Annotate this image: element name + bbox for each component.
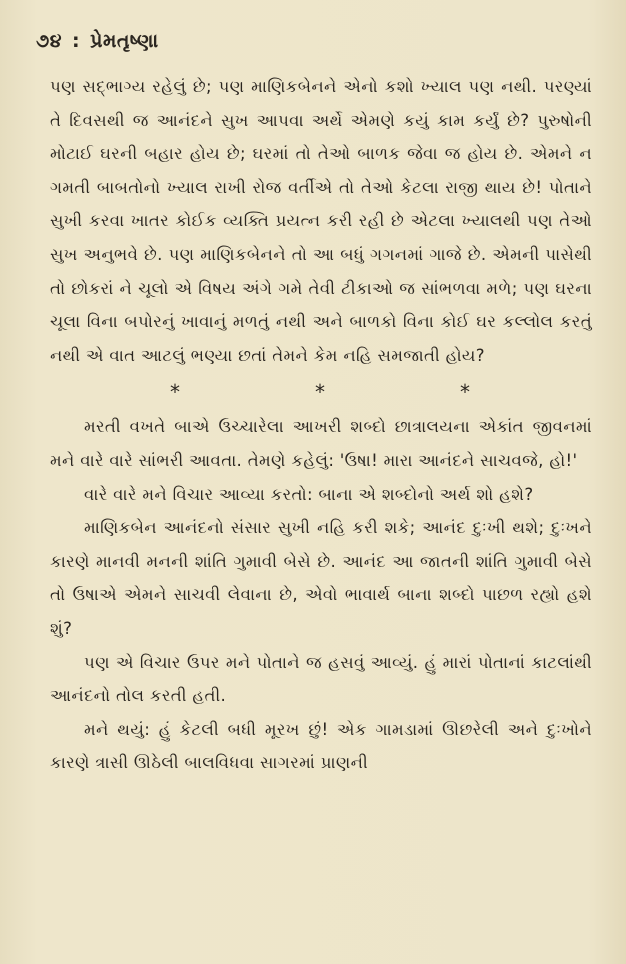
paragraph-1: પણ સદ્ભાગ્ય રહેલું છે; પણ માણિકબેનને એનો કશો ખ્યાલ પણ નથી. પરણ્યાં તે દિવસથી જ આનંદને સુખ આપવા અર્થે એમણે કયું કામ કર્યું છે? પુરુષોની મોટાઈ ઘરની બહાર હોય છે; ઘરમાં તો તેઓ બાળક જેવા જ હોય છે. એમને ન ગમતી બાબતોનો ખ્યાલ રાખી રોજ વર્તીએ તો તેઓ કેટલા રાજી થાય છે! પોતાને સુખી કરવા ખાતર કોઈક વ્યક્તિ પ્રયત્ન કરી રહી છે એટલા ખ્યાલથી પણ તેઓ સુખ અનુભવે છે. પણ માણિકબેનને તો આ બધું ગગનમાં ગાજે છે. એમની પાસેથી તો છોકરાં ને ચૂલો એ વિષય અંગે ગમે તેવી ટીકાઓ જ સાંભળવા મળે; પણ ઘરના ચૂલા વિના બપોરનું ખાવાનું મળતું નથી અને બાળકો વિના કોઈ ઘર કલ્લોલ કરતું નથી એ વાત આટલું ભણ્યા છતાં તેમને કેમ નહિ સમજાતી હોય? [50,77,592,365]
paragraph-3: વારે વારે મને વિચાર આવ્યા કરતો: બાના એ શબ્દોનો અર્થ શો હશે? [84,484,534,504]
chapter-title: પ્રેમતૃષ્ણા [90,30,159,52]
asterisk: * [315,380,325,405]
paragraph-6: મને થયું: હું કેટલી બધી મૂરખ છું! એક ગામડામાં ઊછરેલી અને દુઃખોને કારણે ત્રાસી ઊઠેલી બાલવિધવા સાગરમાં પ્રાણની [50,719,592,773]
paragraph-5: પણ એ વિચાર ઉપર મને પોતાને જ હસવું આવ્યું. હું મારાં પોતાનાં કાટલાંથી આનંદનો તોલ કરતી હતી. [50,652,592,706]
paragraph-2: મરતી વખતે બાએ ઉચ્ચારેલા આખરી શબ્દો છાત્રાલયના એકાંત જીવનમાં મને વારે વારે સાંભરી આવતા. તેમણે કહેલું: 'ઉષા! મારા આનંદને સાચવજે, હો!' [50,417,592,470]
section-break [170,376,470,408]
asterisk: * [460,380,470,405]
asterisk: * [170,380,180,405]
paragraph-4: માણિકબેન આનંદનો સંસાર સુખી નહિ કરી શકે; આનંદ દુઃખી થશે; દુઃખને કારણે માનવી મનની શાંતિ ગુમાવી બેસે છે. આનંદ આ જાતની શાંતિ ગુમાવી બેસે તો ઉષાએ એમને સાચવી લેવાના છે, એવો ભાવાર્થ બાના શબ્દો પાછળ રહ્યો હશે શું? [50,518,592,638]
page-number: ૭૪ [36,30,62,52]
header-separator: : [72,30,81,52]
running-head [36,30,592,52]
